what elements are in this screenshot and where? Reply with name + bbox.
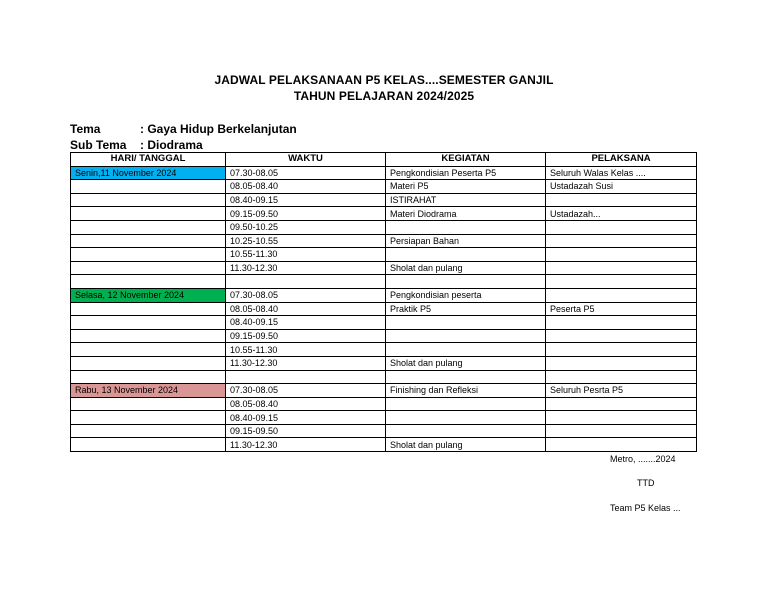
table-row [71,220,697,234]
cell-activity [386,220,546,234]
subtema-label: Sub Tema [70,138,127,152]
cell-activity: ISTIRAHAT [386,193,546,207]
cell-pic [546,356,697,370]
cell-pic: Seluruh Walas Kelas .... [546,166,697,180]
cell-pic: Ustadazah... [546,207,697,221]
document-title-line2: TAHUN PELAJARAN 2024/2025 [293,89,475,103]
footer-ttd: TTD [637,478,655,488]
tema-value: : Gaya Hidup Berkelanjutan [140,122,297,136]
cell-activity [386,397,546,411]
cell-activity: Sholat dan pulang [386,261,546,275]
cell-time: 07.30-08.05 [226,384,386,398]
cell-day [71,220,226,234]
table-row [71,329,697,343]
table-row [71,234,697,248]
cell-activity [386,316,546,330]
cell-day [71,424,226,438]
table-row [71,316,697,330]
table-header-row [71,153,697,167]
table-row [71,261,697,275]
table-row [71,356,697,370]
cell-pic [546,397,697,411]
cell-activity [386,275,546,289]
cell-activity: Persiapan Bahan [386,234,546,248]
table-row [71,438,697,452]
table-row [71,166,697,180]
cell-time: 09.15-09.50 [226,329,386,343]
table-row [71,288,697,302]
footer-team: Team P5 Kelas ... [610,503,681,513]
schedule-table [70,152,697,452]
cell-activity [386,370,546,384]
cell-time [226,275,386,289]
cell-pic [546,288,697,302]
cell-time: 09.50-10.25 [226,220,386,234]
cell-pic [546,370,697,384]
cell-time: 09.15-09.50 [226,424,386,438]
cell-time: 07.30-08.05 [226,166,386,180]
schedule-body [71,166,697,451]
header-kegiatan: KEGIATAN [386,153,546,167]
header-pelaksana: PELAKSANA [546,153,697,167]
cell-time: 11.30-12.30 [226,438,386,452]
cell-pic [546,438,697,452]
cell-activity: Materi P5 [386,180,546,194]
cell-pic [546,343,697,357]
cell-day [71,207,226,221]
tema-label: Tema [70,122,101,136]
cell-day: Senin,11 November 2024 [71,166,226,180]
cell-day [71,302,226,316]
footer-place-date: Metro, .......2024 [610,454,676,464]
table-row [71,424,697,438]
cell-time: 08.40-09.15 [226,193,386,207]
cell-activity: Finishing dan Refleksi [386,384,546,398]
cell-time: 08.40-09.15 [226,411,386,425]
cell-pic: Seluruh Pesrta P5 [546,384,697,398]
cell-pic [546,248,697,262]
cell-day [71,316,226,330]
table-row [71,411,697,425]
cell-activity [386,424,546,438]
table-row [71,343,697,357]
cell-day [71,261,226,275]
cell-pic [546,220,697,234]
table-row [71,384,697,398]
cell-pic [546,234,697,248]
header-hari-tanggal: HARI/ TANGGAL [71,153,226,167]
cell-pic [546,261,697,275]
cell-activity [386,329,546,343]
tema-row [70,122,297,136]
subtema-row [70,138,203,152]
cell-pic: Peserta P5 [546,302,697,316]
cell-time: 11.30-12.30 [226,261,386,275]
cell-day [71,329,226,343]
cell-pic [546,316,697,330]
table-row [71,193,697,207]
cell-pic [546,275,697,289]
cell-day [71,180,226,194]
cell-day [71,193,226,207]
cell-day [71,234,226,248]
cell-activity: Sholat dan pulang [386,356,546,370]
table-row [71,397,697,411]
table-row [71,370,697,384]
cell-day: Selasa, 12 November 2024 [71,288,226,302]
cell-pic [546,411,697,425]
table-row [71,302,697,316]
cell-time: 08.05-08.40 [226,397,386,411]
cell-day [71,356,226,370]
cell-activity: Sholat dan pulang [386,438,546,452]
cell-time: 07.30-08.05 [226,288,386,302]
cell-activity: Pengkondisian peserta [386,288,546,302]
cell-day [71,370,226,384]
cell-pic [546,329,697,343]
document-title-line1: JADWAL PELAKSANAAN P5 KELAS....SEMESTER GANJIL [214,73,554,87]
cell-activity: Materi Diodrama [386,207,546,221]
table-row [71,180,697,194]
table-row [71,248,697,262]
cell-time: 10.55-11.30 [226,343,386,357]
table-row [71,207,697,221]
cell-time: 08.05-08.40 [226,180,386,194]
table-row [71,275,697,289]
cell-day [71,343,226,357]
cell-time: 09.15-09.50 [226,207,386,221]
cell-activity: Praktik P5 [386,302,546,316]
cell-time: 11.30-12.30 [226,356,386,370]
cell-day [71,411,226,425]
cell-activity [386,343,546,357]
cell-pic: Ustadazah Susi [546,180,697,194]
cell-time: 10.25-10.55 [226,234,386,248]
cell-pic [546,193,697,207]
cell-time [226,370,386,384]
cell-day [71,275,226,289]
header-waktu: WAKTU [226,153,386,167]
cell-day [71,397,226,411]
cell-activity [386,248,546,262]
cell-activity: Pengkondisian Peserta P5 [386,166,546,180]
cell-activity [386,411,546,425]
cell-day: Rabu, 13 November 2024 [71,384,226,398]
cell-day [71,438,226,452]
cell-pic [546,424,697,438]
cell-time: 08.05-08.40 [226,302,386,316]
cell-time: 10.55-11.30 [226,248,386,262]
cell-time: 08.40-09.15 [226,316,386,330]
subtema-value: : Diodrama [140,138,203,152]
cell-day [71,248,226,262]
